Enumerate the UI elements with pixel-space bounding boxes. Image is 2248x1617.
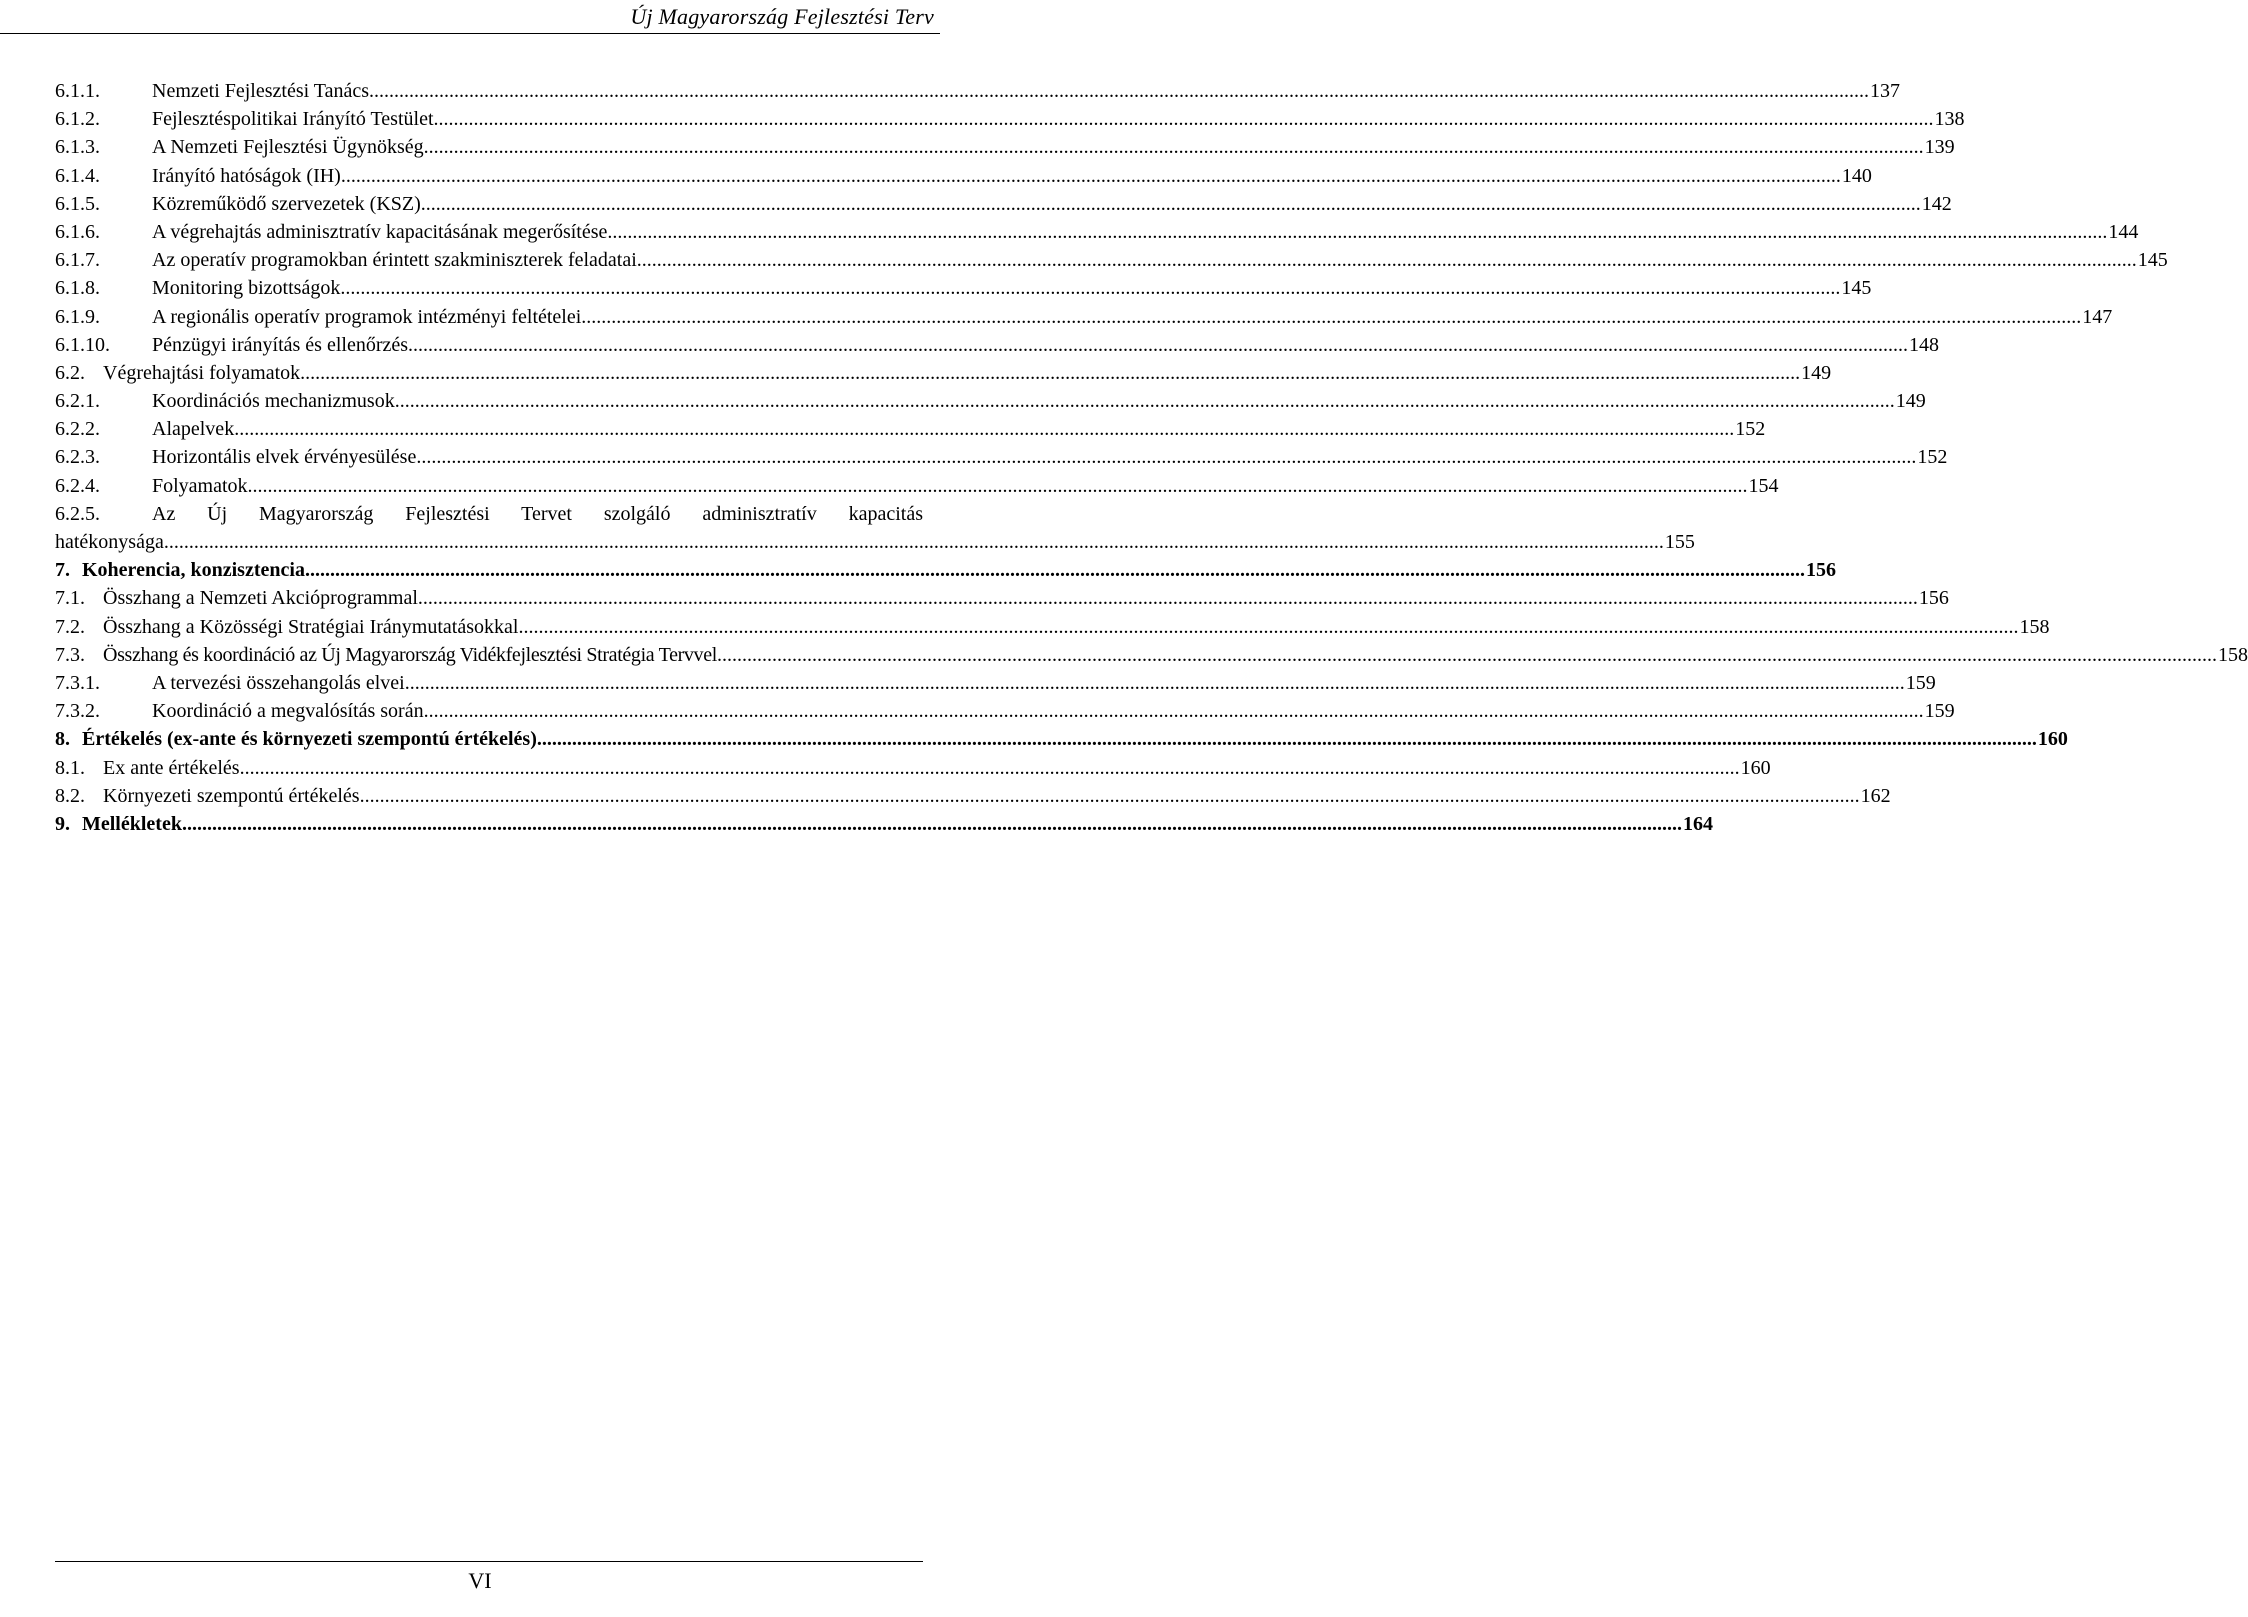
toc-leader: ............................................................................................................................................................................................................................................................................................................: [716, 643, 2217, 666]
toc-entry-title-continued: hatékonysága: [55, 531, 164, 553]
footer-page-number: VI: [468, 1568, 492, 1593]
toc-entry-page: 159: [1905, 671, 1936, 694]
toc-entry-page: 148: [1909, 333, 1940, 356]
toc-leader: ............................................................................................................................................................................................................................................................................................................: [359, 784, 1860, 807]
toc-entry-page: 147: [2082, 305, 2113, 328]
toc-leader: ............................................................................................................................................................................................................................................................................................................: [423, 136, 1924, 159]
toc-entry-page: 164: [1682, 812, 1713, 835]
toc-leader: ............................................................................................................................................................................................................................................................................................................: [536, 728, 2037, 751]
toc-entry[interactable]: [55, 190, 1952, 218]
toc-entry-number: 9.: [55, 812, 70, 835]
toc-entry-number: 7.: [55, 559, 70, 582]
toc-entry-title: Irányító hatóságok (IH): [152, 164, 341, 187]
toc-entry-title: Horizontális elvek érvényesülése: [152, 446, 417, 469]
toc-entry-page: 156: [1805, 559, 1836, 582]
toc-entry[interactable]: [55, 443, 1948, 471]
toc-entry-title: Koordinációs mechanizmusok: [152, 390, 395, 413]
toc-entry-page: 160: [2037, 728, 2068, 751]
toc-entry[interactable]: [55, 105, 1965, 133]
toc-entry-number: 7.3.1.: [55, 671, 100, 694]
toc-entry[interactable]: [55, 359, 1832, 387]
toc-entry-number: 6.1.1.: [55, 80, 100, 102]
toc-entry[interactable]: [55, 162, 1872, 190]
toc-entry-number: 6.1.9.: [55, 305, 100, 328]
toc-entry-number: 6.1.5.: [55, 192, 100, 215]
toc-entry-title: Alapelvek: [152, 418, 235, 441]
toc-entry-number: 8.2.: [55, 784, 85, 807]
header-title: Új Magyarország Fejlesztési Terv: [630, 4, 934, 29]
toc-entry-page: 144: [2108, 220, 2139, 243]
toc-entry[interactable]: [55, 725, 2068, 753]
toc-entry-title: A tervezési összehangolás elvei: [152, 671, 405, 694]
toc-entry[interactable]: [55, 331, 1940, 359]
toc-entry-title: Végrehajtási folyamatok: [103, 361, 301, 384]
toc-entry[interactable]: [55, 754, 1771, 782]
toc-entry-page: 154: [1748, 474, 1779, 497]
toc-entry-page: 140: [1841, 164, 1872, 187]
toc-entry-title: Monitoring bizottságok: [152, 277, 341, 300]
toc-entry-number: 6.2.: [55, 361, 85, 384]
toc-entry-title: Fejlesztéspolitikai Irányító Testület: [152, 108, 434, 131]
toc-entry-title: Az Új Magyarország Fejlesztési Tervet szolgáló adminisztratív kapacitás: [152, 502, 923, 525]
toc-entry-title: Összhang a Nemzeti Akcióprogrammal: [103, 587, 418, 610]
toc-entry[interactable]: [55, 697, 1955, 725]
toc-entry[interactable]: [55, 641, 2248, 669]
toc-leader: ............................................................................................................................................................................................................................................................................................................: [404, 671, 1905, 694]
toc-entry-number: 6.1.7.: [55, 249, 100, 272]
toc-entry-page: 152: [1917, 446, 1948, 469]
toc-leader: ............................................................................................................................................................................................................................................................................................................: [518, 615, 2019, 638]
toc-entry-page: 139: [1924, 136, 1955, 159]
toc-entry-page: 162: [1860, 784, 1891, 807]
footer-rule: [55, 1561, 923, 1562]
toc-entry-page: 138: [1934, 108, 1965, 131]
toc-entry-number: 6.1.8.: [55, 277, 100, 300]
toc-leader: ............................................................................................................................................................................................................................................................................................................: [304, 559, 1805, 582]
toc-entry-page: 156: [1918, 587, 1949, 610]
toc-leader: ............................................................................................................................................................................................................................................................................................................: [408, 333, 1909, 356]
toc-entry-number: 6.2.4.: [55, 474, 100, 497]
toc-entry[interactable]: [55, 387, 1926, 415]
toc-leader: ............................................................................................................................................................................................................................................................................................................: [239, 756, 1740, 779]
toc-entry[interactable]: [55, 303, 2113, 331]
toc-entry-number: 7.3.: [55, 643, 85, 666]
toc-leader: ............................................................................................................................................................................................................................................................................................................: [416, 446, 1917, 469]
toc-entry-title: Pénzügyi irányítás és ellenőrzés: [152, 333, 409, 356]
toc-entry-number: 8.1.: [55, 756, 85, 779]
toc-leader: ............................................................................................................................................................................................................................................................................................................: [581, 305, 2082, 328]
toc-entry-number: 6.1.3.: [55, 136, 100, 159]
toc-entry-number: 6.1.10.: [55, 333, 110, 356]
toc-entry-number: 6.1.4.: [55, 164, 100, 187]
toc-entry-number: 6.2.2.: [55, 418, 100, 441]
toc-entry-number: 6.2.5.: [55, 502, 100, 525]
toc-entry-page: 158: [2019, 615, 2050, 638]
toc-entry-page: 145: [1841, 277, 1872, 300]
page-header: [0, 0, 940, 40]
toc-entry[interactable]: [55, 472, 1779, 500]
toc-leader: ............................................................................................................................................................................................................................................................................................................: [234, 418, 1735, 441]
toc-entry-title: Összhang a Közösségi Stratégiai Iránymutatásokkal: [103, 615, 519, 638]
toc-entry-page: 142: [1921, 192, 1952, 215]
toc-entry-number: 6.1.6.: [55, 220, 100, 243]
toc-entry-title: Az operatív programokban érintett szakminiszterek feladatai: [152, 249, 637, 272]
toc-entry-page: 145: [2137, 249, 2168, 272]
toc-leader: ............................................................................................................................................................................................................................................................................................................: [163, 531, 1664, 553]
toc-entry-number: 6.2.3.: [55, 446, 100, 469]
toc-entry-title: Ex ante értékelés: [103, 756, 240, 779]
table-of-contents: [55, 77, 2248, 838]
toc-entry-number: 7.2.: [55, 615, 85, 638]
toc-entry-title: A Nemzeti Fejlesztési Ügynökség: [152, 136, 424, 159]
toc-entry[interactable]: [55, 669, 1936, 697]
toc-entry-title: A végrehajtás adminisztratív kapacitásának megerősítése: [152, 220, 608, 243]
toc-entry-page: 137: [1870, 80, 1901, 102]
toc-leader: ............................................................................................................................................................................................................................................................................................................: [636, 249, 2137, 272]
toc-entry-title: Értékelés (ex-ante és környezeti szempontú értékelés): [82, 728, 537, 751]
toc-entry-title: Összhang és koordináció az Új Magyarország Vidékfejlesztési Stratégia Tervvel: [103, 643, 717, 666]
toc-entry-title: Mellékletek: [82, 812, 182, 835]
toc-entry[interactable]: [55, 584, 1949, 612]
toc-entry-number: 7.1.: [55, 587, 85, 610]
toc-entry-page: 160: [1740, 756, 1771, 779]
toc-entry-title: Nemzeti Fejlesztési Tanács: [152, 80, 370, 102]
toc-entry-page: 155: [1664, 531, 1695, 553]
toc-entry[interactable]: [55, 782, 1891, 810]
toc-leader: ............................................................................................................................................................................................................................................................................................................: [181, 812, 1682, 835]
toc-entry[interactable]: [55, 415, 1766, 443]
toc-entry-title: Környezeti szempontú értékelés: [103, 784, 360, 807]
toc-entry-page: 149: [1895, 390, 1926, 413]
toc-leader: ............................................................................................................................................................................................................................................................................................................: [420, 192, 1921, 215]
toc-leader: ............................................................................................................................................................................................................................................................................................................: [607, 220, 2108, 243]
toc-entry-number: 6.1.2.: [55, 108, 100, 131]
toc-entry-title: Koordináció a megvalósítás során: [152, 700, 424, 723]
toc-entry-number: 8.: [55, 728, 70, 751]
toc-leader: ............................................................................................................................................................................................................................................................................................................: [433, 108, 1934, 131]
toc-entry-title: A regionális operatív programok intézményi feltételei: [152, 305, 582, 328]
toc-entry[interactable]: [55, 77, 1901, 105]
header-rule: [0, 33, 940, 34]
toc-entry-number: 7.3.2.: [55, 700, 100, 723]
toc-leader: ............................................................................................................................................................................................................................................................................................................: [247, 474, 1748, 497]
toc-entry[interactable]: [55, 246, 2168, 274]
toc-entry[interactable]: [55, 218, 2139, 246]
toc-entry-title: Folyamatok: [152, 474, 248, 497]
toc-entry[interactable]: [55, 500, 1695, 556]
toc-leader: ............................................................................................................................................................................................................................................................................................................: [340, 277, 1841, 300]
toc-leader: ............................................................................................................................................................................................................................................................................................................: [423, 700, 1924, 723]
toc-entry[interactable]: [55, 613, 2050, 641]
toc-entry-page: 158: [2217, 643, 2248, 666]
toc-entry[interactable]: [55, 556, 1836, 584]
toc-entry-title: Koherencia, konzisztencia: [82, 559, 305, 582]
toc-entry[interactable]: [55, 133, 1955, 161]
toc-entry-page: 159: [1924, 700, 1955, 723]
toc-entry-page: 152: [1735, 418, 1766, 441]
toc-entry-title: Közreműködő szervezetek (KSZ): [152, 192, 421, 215]
toc-entry-number: 6.2.1.: [55, 390, 100, 413]
toc-entry[interactable]: [55, 810, 1713, 838]
toc-entry-page: 149: [1801, 361, 1832, 384]
toc-entry[interactable]: [55, 274, 1872, 302]
toc-leader: ............................................................................................................................................................................................................................................................................................................: [369, 80, 1870, 102]
toc-leader: ............................................................................................................................................................................................................................................................................................................: [340, 164, 1841, 187]
toc-leader: ............................................................................................................................................................................................................................................................................................................: [417, 587, 1918, 610]
toc-leader: ............................................................................................................................................................................................................................................................................................................: [300, 361, 1801, 384]
toc-leader: ............................................................................................................................................................................................................................................................................................................: [394, 390, 1895, 413]
